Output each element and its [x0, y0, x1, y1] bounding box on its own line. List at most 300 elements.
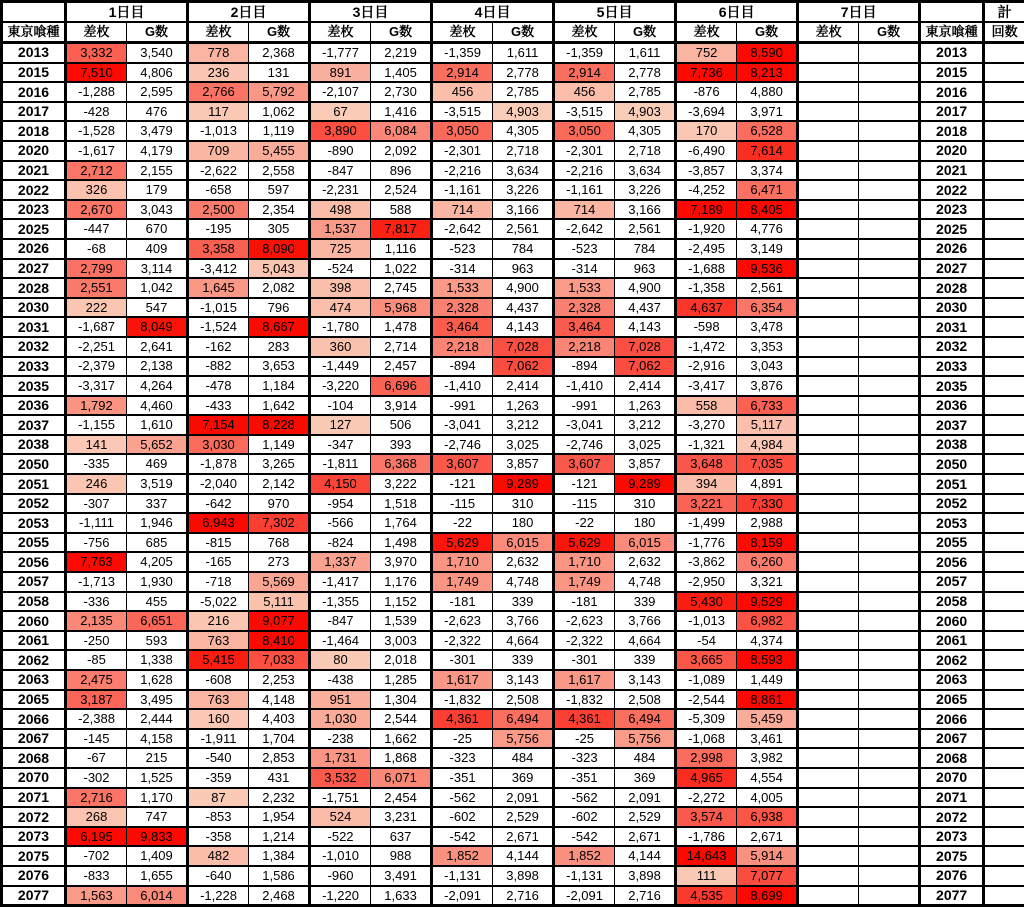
row-header-left: 2035	[2, 376, 66, 396]
diff-cell	[798, 121, 859, 141]
games-cell	[859, 494, 920, 514]
count-cell	[984, 513, 1024, 533]
table-row	[2, 259, 1024, 279]
count-cell	[984, 82, 1024, 102]
games-cell: 7,035	[737, 454, 798, 474]
count-cell	[984, 474, 1024, 494]
count-cell	[984, 259, 1024, 279]
diff-cell: -562	[554, 788, 615, 808]
games-cell: 3,970	[371, 552, 432, 572]
table-row	[2, 141, 1024, 161]
row-header-right: 2052	[920, 494, 984, 514]
games-cell: 369	[615, 768, 676, 788]
diff-cell: -25	[432, 729, 493, 749]
diff-cell: -2,231	[310, 180, 371, 200]
games-cell: 455	[127, 592, 188, 612]
diff-cell: -894	[432, 357, 493, 377]
table-row	[2, 513, 1024, 533]
row-header-right: 2072	[920, 807, 984, 827]
diff-cell: -2,272	[676, 788, 737, 808]
diff-cell: -301	[432, 650, 493, 670]
diff-cell: -1,687	[66, 317, 127, 337]
table-row	[2, 552, 1024, 572]
games-cell: 6,071	[371, 768, 432, 788]
games-cell	[859, 278, 920, 298]
diff-cell: 5,629	[554, 533, 615, 553]
games-cell	[859, 631, 920, 651]
games-cell: 7,614	[737, 141, 798, 161]
count-cell	[984, 43, 1024, 63]
diff-cell: -2,091	[432, 886, 493, 906]
games-cell: 5,111	[249, 592, 310, 612]
games-cell: 1,416	[371, 102, 432, 122]
games-cell	[859, 533, 920, 553]
games-cell: 5,117	[737, 415, 798, 435]
diff-cell: -1,155	[66, 415, 127, 435]
games-cell: 1,498	[371, 533, 432, 553]
games-cell: 1,062	[249, 102, 310, 122]
diff-cell: -2,642	[432, 219, 493, 239]
count-cell	[984, 63, 1024, 83]
games-cell	[859, 376, 920, 396]
games-cell: 3,353	[737, 337, 798, 357]
diff-cell: 127	[310, 415, 371, 435]
diff-cell: -1,780	[310, 317, 371, 337]
games-cell	[859, 788, 920, 808]
games-cell: 6,982	[737, 611, 798, 631]
diff-cell: 1,645	[188, 278, 249, 298]
diff-cell: -2,950	[676, 572, 737, 592]
games-cell: 4,664	[493, 631, 554, 651]
count-cell	[984, 690, 1024, 710]
diff-cell	[798, 729, 859, 749]
games-cell: 2,716	[615, 886, 676, 906]
diff-cell	[798, 788, 859, 808]
row-header-left: 2057	[2, 572, 66, 592]
diff-cell: -323	[432, 748, 493, 768]
row-header-right: 2060	[920, 611, 984, 631]
row-header-right: 2066	[920, 709, 984, 729]
games-cell: 2,561	[737, 278, 798, 298]
games-cell: 5,968	[371, 298, 432, 318]
diff-cell: -181	[554, 592, 615, 612]
games-cell	[859, 513, 920, 533]
diff-cell: -562	[432, 788, 493, 808]
games-cell: 547	[127, 298, 188, 318]
games-cell: 339	[615, 592, 676, 612]
games-cell: 1,384	[249, 846, 310, 866]
games-cell: 2,368	[249, 43, 310, 63]
games-cell: 6,528	[737, 121, 798, 141]
games-cell	[859, 827, 920, 847]
games-cell: 597	[249, 180, 310, 200]
games-cell: 6,354	[737, 298, 798, 318]
games-cell: 9,289	[493, 474, 554, 494]
games-cell: 1,611	[615, 43, 676, 63]
games-cell: 1,518	[371, 494, 432, 514]
games-cell: 8,699	[737, 886, 798, 906]
diff-cell	[798, 827, 859, 847]
games-cell: 273	[249, 552, 310, 572]
diff-cell: 3,574	[676, 807, 737, 827]
diff-cell	[798, 533, 859, 553]
diff-cell: -336	[66, 592, 127, 612]
count-cell	[984, 846, 1024, 866]
diff-cell: -1,472	[676, 337, 737, 357]
diff-cell: 2,500	[188, 200, 249, 220]
games-cell: 796	[249, 298, 310, 318]
games-cell: 8,159	[737, 533, 798, 553]
table-row	[2, 690, 1024, 710]
count-cell	[984, 827, 1024, 847]
row-header-right: 2071	[920, 788, 984, 808]
games-cell: 5,792	[249, 82, 310, 102]
diff-cell: 117	[188, 102, 249, 122]
games-cell: 670	[127, 219, 188, 239]
diff-cell: 2,914	[554, 63, 615, 83]
diff-cell	[798, 376, 859, 396]
games-cell: 588	[371, 200, 432, 220]
games-cell: 3,898	[615, 866, 676, 886]
row-header-left: 2068	[2, 748, 66, 768]
games-cell: 469	[127, 454, 188, 474]
diff-cell: 222	[66, 298, 127, 318]
diff-cell	[798, 631, 859, 651]
diff-cell: 5,629	[432, 533, 493, 553]
count-cell	[984, 886, 1024, 906]
row-header-left: 2061	[2, 631, 66, 651]
diff-cell: -1,688	[676, 259, 737, 279]
table-row	[2, 650, 1024, 670]
diff-cell: -67	[66, 748, 127, 768]
diff-cell	[798, 337, 859, 357]
diff-cell: 725	[310, 239, 371, 259]
row-header-right: 2022	[920, 180, 984, 200]
row-header-left: 2017	[2, 102, 66, 122]
diff-cell: -1,288	[66, 82, 127, 102]
table-row	[2, 102, 1024, 122]
diff-cell: 216	[188, 611, 249, 631]
games-cell: 1,586	[249, 866, 310, 886]
count-cell	[984, 552, 1024, 572]
diff-cell	[798, 298, 859, 318]
diff-cell: 3,665	[676, 650, 737, 670]
games-cell: 2,354	[249, 200, 310, 220]
games-cell: 1,539	[371, 611, 432, 631]
games-cell	[859, 415, 920, 435]
diff-cell: -1,358	[676, 278, 737, 298]
row-header-left: 2073	[2, 827, 66, 847]
diff-cell	[798, 278, 859, 298]
row-header-left: 2026	[2, 239, 66, 259]
games-cell: 2,468	[249, 886, 310, 906]
games-cell: 2,444	[127, 709, 188, 729]
row-header-right: 2067	[920, 729, 984, 749]
diff-cell: -524	[310, 259, 371, 279]
diff-cell: -3,220	[310, 376, 371, 396]
games-header-day6: G数	[737, 22, 798, 43]
count-cell	[984, 396, 1024, 416]
diff-cell: 2,914	[432, 63, 493, 83]
games-cell: 431	[249, 768, 310, 788]
games-cell: 4,143	[493, 317, 554, 337]
diff-cell: -815	[188, 533, 249, 553]
games-cell: 8,405	[737, 200, 798, 220]
diff-cell: -1,776	[676, 533, 737, 553]
diff-cell	[798, 592, 859, 612]
diff-cell: -642	[188, 494, 249, 514]
games-cell: 3,114	[127, 259, 188, 279]
diff-cell: 1,749	[432, 572, 493, 592]
count-cell	[984, 454, 1024, 474]
games-cell: 2,785	[615, 82, 676, 102]
games-cell: 1,655	[127, 866, 188, 886]
diff-cell: -478	[188, 376, 249, 396]
diff-cell: 2,475	[66, 670, 127, 690]
diff-cell: 160	[188, 709, 249, 729]
games-cell: 1,946	[127, 513, 188, 533]
diff-cell: 714	[554, 200, 615, 220]
games-cell: 1,214	[249, 827, 310, 847]
diff-cell	[798, 650, 859, 670]
row-header-left: 2063	[2, 670, 66, 690]
count-cell	[984, 357, 1024, 377]
games-cell: 2,718	[493, 141, 554, 161]
row-header-left: 2018	[2, 121, 66, 141]
diff-cell: -3,412	[188, 259, 249, 279]
games-cell: 1,628	[127, 670, 188, 690]
row-header-right: 2065	[920, 690, 984, 710]
games-cell: 1,042	[127, 278, 188, 298]
diff-header-day7: 差枚	[798, 22, 859, 43]
diff-cell: 394	[676, 474, 737, 494]
games-cell: 2,671	[615, 827, 676, 847]
diff-cell: -991	[432, 396, 493, 416]
games-cell: 3,043	[737, 357, 798, 377]
row-header-left: 2031	[2, 317, 66, 337]
diff-cell: 2,551	[66, 278, 127, 298]
diff-cell: 456	[432, 82, 493, 102]
diff-cell	[798, 200, 859, 220]
diff-cell: -25	[554, 729, 615, 749]
diff-cell: -250	[66, 631, 127, 651]
games-cell: 3,003	[371, 631, 432, 651]
games-cell: 963	[493, 259, 554, 279]
count-cell	[984, 709, 1024, 729]
diff-cell: 246	[66, 474, 127, 494]
diff-cell: 1,563	[66, 886, 127, 906]
sub-header-row	[2, 22, 1024, 43]
diff-cell: -323	[554, 748, 615, 768]
games-cell: 1,263	[493, 396, 554, 416]
count-header: 回数	[984, 22, 1024, 43]
diff-cell: 1,710	[432, 552, 493, 572]
games-cell: 4,984	[737, 435, 798, 455]
row-header-right: 2058	[920, 592, 984, 612]
diff-cell: -960	[310, 866, 371, 886]
diff-cell	[798, 572, 859, 592]
row-header-left: 2051	[2, 474, 66, 494]
games-cell: 7,028	[493, 337, 554, 357]
games-cell: 4,179	[127, 141, 188, 161]
diff-cell: -115	[432, 494, 493, 514]
table-row	[2, 494, 1024, 514]
diff-cell: 709	[188, 141, 249, 161]
diff-cell: -702	[66, 846, 127, 866]
count-cell	[984, 729, 1024, 749]
games-cell: 1,449	[737, 670, 798, 690]
games-cell: 2,232	[249, 788, 310, 808]
count-cell	[984, 650, 1024, 670]
diff-cell: 1,852	[554, 846, 615, 866]
games-cell: 4,144	[615, 846, 676, 866]
games-cell: 1,285	[371, 670, 432, 690]
count-cell	[984, 239, 1024, 259]
diff-cell: -853	[188, 807, 249, 827]
diff-cell: -2,544	[676, 690, 737, 710]
diff-cell: -2,746	[432, 435, 493, 455]
games-cell: 8,410	[249, 631, 310, 651]
games-cell: 4,900	[615, 278, 676, 298]
games-cell: 3,226	[615, 180, 676, 200]
diff-cell: -1,131	[554, 866, 615, 886]
diff-cell: 3,221	[676, 494, 737, 514]
games-cell: 3,766	[493, 611, 554, 631]
diff-cell: 3,607	[554, 454, 615, 474]
games-cell: 4,891	[737, 474, 798, 494]
table-row	[2, 788, 1024, 808]
games-cell	[859, 435, 920, 455]
row-header-left: 2077	[2, 886, 66, 906]
row-header-left: 2022	[2, 180, 66, 200]
diff-cell: -68	[66, 239, 127, 259]
games-cell	[859, 161, 920, 181]
table-row	[2, 278, 1024, 298]
count-cell	[984, 866, 1024, 886]
diff-cell: -1,359	[432, 43, 493, 63]
row-header-left: 2071	[2, 788, 66, 808]
machine-header-right: 東京喰種	[920, 22, 984, 43]
row-header-right: 2025	[920, 219, 984, 239]
diff-cell	[798, 748, 859, 768]
diff-cell	[798, 846, 859, 866]
diff-cell	[798, 259, 859, 279]
games-cell: 2,745	[371, 278, 432, 298]
games-cell: 4,374	[737, 631, 798, 651]
diff-cell: -542	[554, 827, 615, 847]
games-cell: 4,748	[615, 572, 676, 592]
games-cell: 4,903	[615, 102, 676, 122]
games-cell: 1,304	[371, 690, 432, 710]
games-cell: 4,205	[127, 552, 188, 572]
games-cell: 2,508	[493, 690, 554, 710]
row-header-left: 2038	[2, 435, 66, 455]
table-row	[2, 317, 1024, 337]
games-cell: 4,554	[737, 768, 798, 788]
diff-cell: 1,749	[554, 572, 615, 592]
row-header-right: 2057	[920, 572, 984, 592]
row-header-left: 2015	[2, 63, 66, 83]
diff-cell: -1,811	[310, 454, 371, 474]
games-cell: 2,671	[493, 827, 554, 847]
games-cell: 2,529	[493, 807, 554, 827]
games-cell: 179	[127, 180, 188, 200]
diff-header-day3: 差枚	[310, 22, 371, 43]
day-header-4: 4日目	[432, 2, 554, 23]
games-cell: 3,374	[737, 161, 798, 181]
row-header-left: 2067	[2, 729, 66, 749]
table-row	[2, 748, 1024, 768]
count-cell	[984, 102, 1024, 122]
diff-cell: -598	[676, 317, 737, 337]
diff-cell: 3,607	[432, 454, 493, 474]
row-header-left: 2025	[2, 219, 66, 239]
diff-cell: 2,670	[66, 200, 127, 220]
diff-cell: -2,622	[188, 161, 249, 181]
diff-cell	[798, 161, 859, 181]
table-row	[2, 886, 1024, 906]
count-cell	[984, 533, 1024, 553]
diff-cell: -238	[310, 729, 371, 749]
games-cell: 2,988	[737, 513, 798, 533]
diff-cell	[798, 768, 859, 788]
diff-cell: -1,359	[554, 43, 615, 63]
row-header-right: 2075	[920, 846, 984, 866]
diff-cell: -658	[188, 180, 249, 200]
games-cell: 6,494	[615, 709, 676, 729]
count-cell	[984, 572, 1024, 592]
table-row	[2, 43, 1024, 63]
diff-cell: 2,328	[432, 298, 493, 318]
row-header-left: 2072	[2, 807, 66, 827]
games-cell: 4,664	[615, 631, 676, 651]
diff-cell: -2,251	[66, 337, 127, 357]
diff-cell: 1,533	[554, 278, 615, 298]
diff-cell: 7,763	[66, 552, 127, 572]
games-cell: 4,148	[249, 690, 310, 710]
games-cell: 6,084	[371, 121, 432, 141]
games-cell: 3,212	[493, 415, 554, 435]
games-cell: 8,213	[737, 63, 798, 83]
diff-cell	[798, 709, 859, 729]
games-cell: 1,610	[127, 415, 188, 435]
diff-cell: -1,089	[676, 670, 737, 690]
table-row	[2, 200, 1024, 220]
diff-cell: 7,736	[676, 63, 737, 83]
diff-cell: 1,852	[432, 846, 493, 866]
games-cell: 5,459	[737, 709, 798, 729]
diff-cell	[798, 357, 859, 377]
diff-cell: -1,355	[310, 592, 371, 612]
machine-header-right-top	[920, 2, 984, 23]
diff-cell: 398	[310, 278, 371, 298]
machine-header-left: 東京喰種	[2, 22, 66, 43]
games-cell: 180	[615, 513, 676, 533]
diff-cell: 3,464	[432, 317, 493, 337]
games-cell: 2,718	[615, 141, 676, 161]
diff-cell: 2,218	[432, 337, 493, 357]
games-cell: 2,632	[615, 552, 676, 572]
diff-cell: 2,218	[554, 337, 615, 357]
diff-cell: -351	[554, 768, 615, 788]
diff-cell: -640	[188, 866, 249, 886]
games-cell: 6,733	[737, 396, 798, 416]
games-cell: 4,437	[615, 298, 676, 318]
games-cell: 7,033	[249, 650, 310, 670]
table-row	[2, 709, 1024, 729]
diff-cell: -602	[432, 807, 493, 827]
games-cell: 3,231	[371, 807, 432, 827]
